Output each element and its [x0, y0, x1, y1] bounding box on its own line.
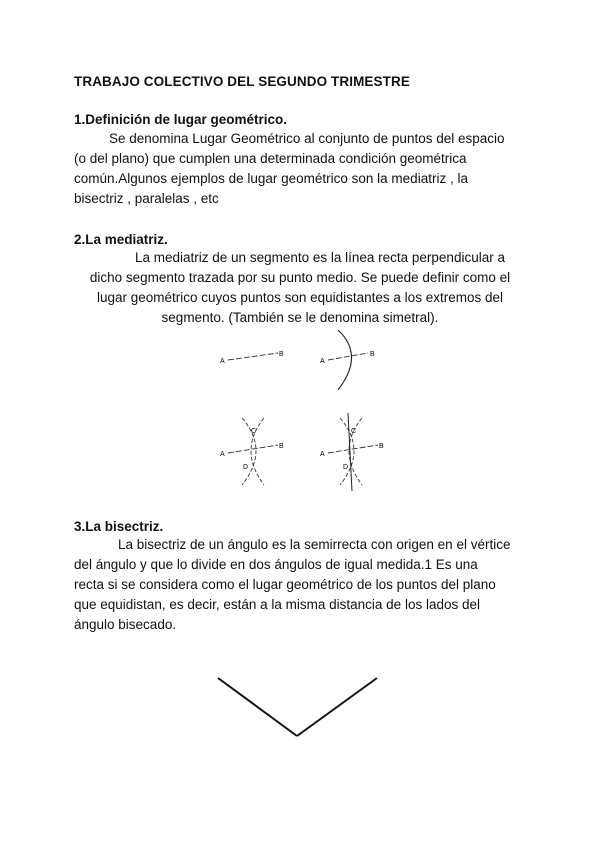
paragraph-line: La mediatriz de un segmento es la línea recta perpendicular a: [135, 250, 505, 265]
section-3-paragraph: [74, 535, 510, 635]
point-d-label: D: [343, 464, 349, 471]
section-3-heading: 3.La bisectriz.: [74, 519, 164, 534]
paragraph-line: del ángulo y que lo divide en dos ángulos de igual medida.1 Es una: [74, 557, 478, 572]
point-a-label: A: [320, 451, 325, 458]
paragraph-line: común.Algunos ejemplos de lugar geométrico son la mediatriz , la: [74, 171, 468, 186]
paragraph-line: que equidistan, es decir, están a la misma distancia de los lados del: [74, 597, 480, 612]
point-d-label: D: [243, 464, 249, 471]
point-c-label: C: [251, 428, 257, 435]
point-a-label: A: [220, 451, 225, 458]
point-a-label: A: [320, 358, 325, 365]
paragraph-line: dicho segmento trazada por su punto medio. Se puede definir como el: [89, 270, 511, 285]
point-a-label: A: [220, 358, 225, 365]
step-1-segment: [220, 351, 284, 365]
paragraph-line: La bisectriz de un ángulo es la semirrecta con origen en el vértice: [118, 537, 511, 552]
mediatriz-construction-figure: [200, 325, 400, 510]
section-1-paragraph: [74, 129, 505, 209]
point-b-label: B: [370, 351, 375, 358]
section-2-paragraph: [0, 248, 600, 328]
point-b-label: B: [279, 351, 284, 358]
angle-side-left: [218, 678, 297, 736]
paragraph-line: lugar geométrico cuyos puntos son equidistantes a los extremos del: [97, 290, 503, 305]
section-1-heading: 1.Definición de lugar geométrico.: [74, 112, 288, 127]
step-4-bisector: [320, 413, 384, 491]
paragraph-line: recta si se considera como el lugar geométrico de los puntos del plano: [74, 577, 496, 592]
step-2-arc: [320, 330, 375, 390]
point-b-label: B: [279, 443, 284, 450]
paragraph-line: Se denomina Lugar Geométrico al conjunto de puntos del espacio: [109, 131, 505, 146]
angle-side-right: [297, 678, 377, 736]
point-b-label: B: [379, 443, 384, 450]
point-c-label: C: [351, 428, 357, 435]
paragraph-line: (o del plano) que cumplen una determinada condición geométrica: [74, 151, 467, 166]
step-3-intersections: [220, 418, 284, 485]
document-title: TRABAJO COLECTIVO DEL SEGUNDO TRIMESTRE: [74, 74, 410, 89]
paragraph-line: bisectriz , paralelas , etc: [74, 191, 219, 206]
section-2-heading: 2.La mediatriz.: [74, 232, 168, 247]
angle-figure: [210, 670, 390, 742]
paragraph-line: ángulo bisecado.: [74, 617, 177, 632]
paragraph-line: segmento. (También se le denomina simetral).: [161, 310, 439, 325]
